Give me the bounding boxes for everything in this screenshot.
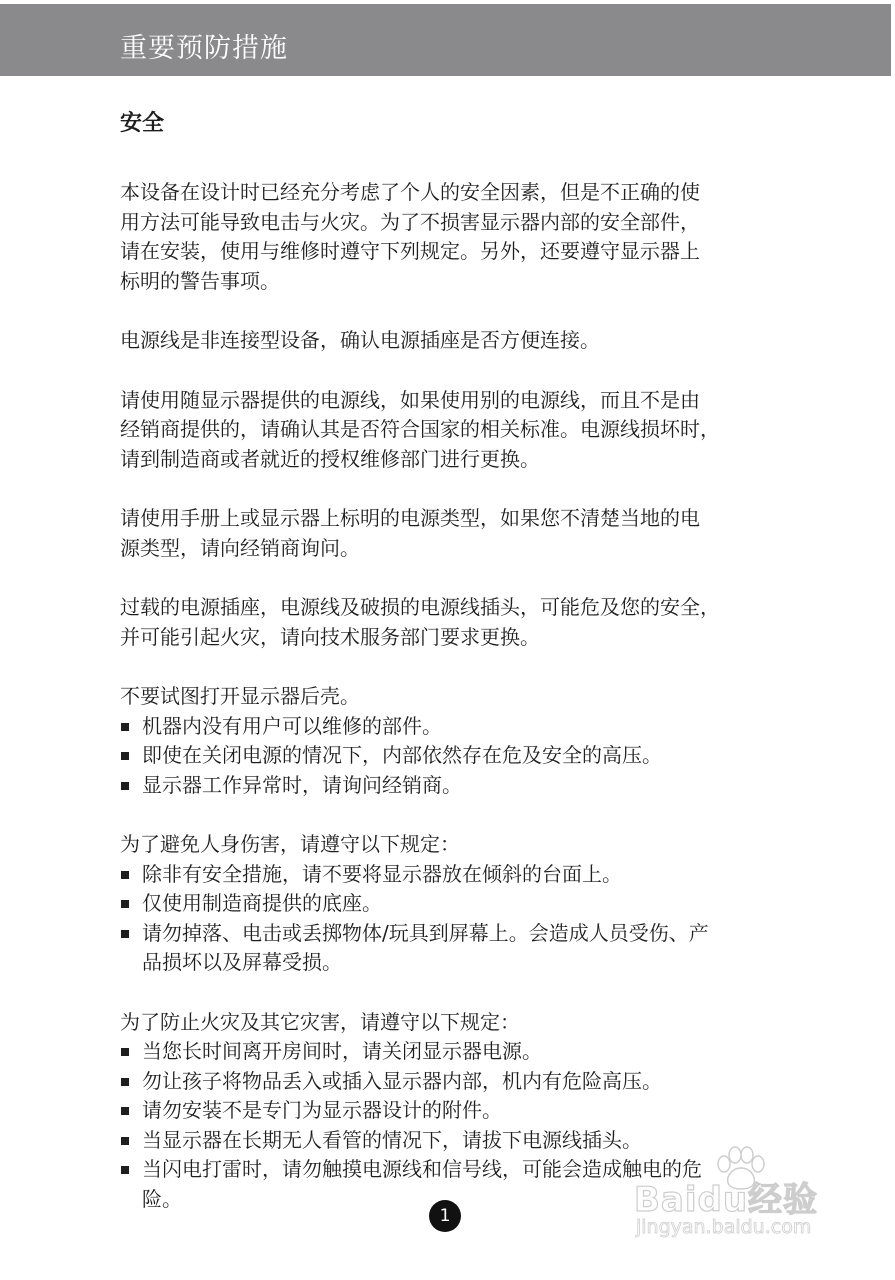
bullet-square-icon xyxy=(121,1078,129,1086)
list-item: 当您长时间离开房间时，请关闭显示器电源。 xyxy=(120,1037,780,1067)
bullet-square-icon xyxy=(121,871,129,879)
list-item: 除非有安全措施，请不要将显示器放在倾斜的台面上。 xyxy=(120,860,780,890)
fire-intro: 为了防止火灾及其它灾害，请遵守以下规定： xyxy=(120,1009,520,1034)
watermark xyxy=(634,1146,854,1246)
housing-intro: 不要试图打开显示器后壳。 xyxy=(120,684,360,708)
list-item: 机器内没有用户可以维修的部件。 xyxy=(120,712,780,742)
bullet-square-icon xyxy=(121,1137,129,1145)
injury-intro: 为了避免人身伤害，请遵守以下规定： xyxy=(120,832,460,856)
list-item: 勿让孩子将物品丢入或插入显示器内部，机内有危险高压。 xyxy=(120,1067,780,1097)
bullet-square-icon xyxy=(121,930,129,938)
list-item: 显示器工作异常时，请询问经销商。 xyxy=(120,771,780,801)
paragraph-power-cord: 电源线是非连接型设备，确认电源插座是否方便连接。 xyxy=(120,328,600,352)
paragraph-supplied-cord: 请使用随显示器提供的电源线，如果使用别的电源线，而且不是由 经销商提供的，请确认其是否符合国家的相关标准。电源线损坏时， 请到制造商或者就近的授权维修部门进行更换。 xyxy=(120,387,720,471)
paragraph-overload: 过载的电源插座，电源线及破损的电源线插头，可能危及您的安全， 并可能引起火灾，请向技术服务部门要求更换。 xyxy=(120,595,720,649)
list-item: 请勿掉落、电击或丢掷物体/玩具到屏幕上。会造成人员受伤、产 品损坏以及屏幕受损。 xyxy=(120,919,780,978)
paragraph-design-safety: 本设备在设计时已经充分考虑了个人的安全因素，但是不正确的使 用方法可能导致电击与火灾。为了不损害显示器内部的安全部件， 请在安装，使用与维修时遵守下列规定。另外，还要遵守显示器上 标明的警告事项。 xyxy=(120,180,700,293)
list-item: 仅使用制造商提供的底座。 xyxy=(120,889,780,919)
bullet-square-icon xyxy=(121,1107,129,1115)
document-body xyxy=(120,108,780,1214)
bullet-square-icon xyxy=(121,900,129,908)
watermark-url: jingyan.baidu.com xyxy=(636,1216,812,1238)
list-item: 请勿安装不是专门为显示器设计的附件。 xyxy=(120,1096,780,1126)
bullet-square-icon xyxy=(121,1166,129,1174)
paragraph-power-type: 请使用手册上或显示器上标明的电源类型，如果您不清楚当地的电 源类型，请向经销商询问。 xyxy=(120,506,700,560)
page-title: 重要预防措施 xyxy=(120,33,288,64)
bullet-square-icon xyxy=(121,1048,129,1056)
watermark-brand: Baidu经验 xyxy=(634,1180,819,1220)
bullet-square-icon xyxy=(121,752,129,760)
housing-list xyxy=(120,712,780,801)
header-bar xyxy=(0,4,891,76)
bullet-square-icon xyxy=(121,782,129,790)
list-item: 当闪电打雷时，请勿触摸电源线和信号线，可能会造成触电的危 险。 xyxy=(120,1155,780,1214)
injury-list xyxy=(120,860,780,978)
list-item: 当显示器在长期无人看管的情况下，请拔下电源线插头。 xyxy=(120,1126,780,1156)
page-number: 1 xyxy=(429,1200,461,1232)
bullet-square-icon xyxy=(121,723,129,731)
section-title: 安全 xyxy=(120,111,165,136)
list-item: 即使在关闭电源的情况下，内部依然存在危及安全的高压。 xyxy=(120,741,780,771)
